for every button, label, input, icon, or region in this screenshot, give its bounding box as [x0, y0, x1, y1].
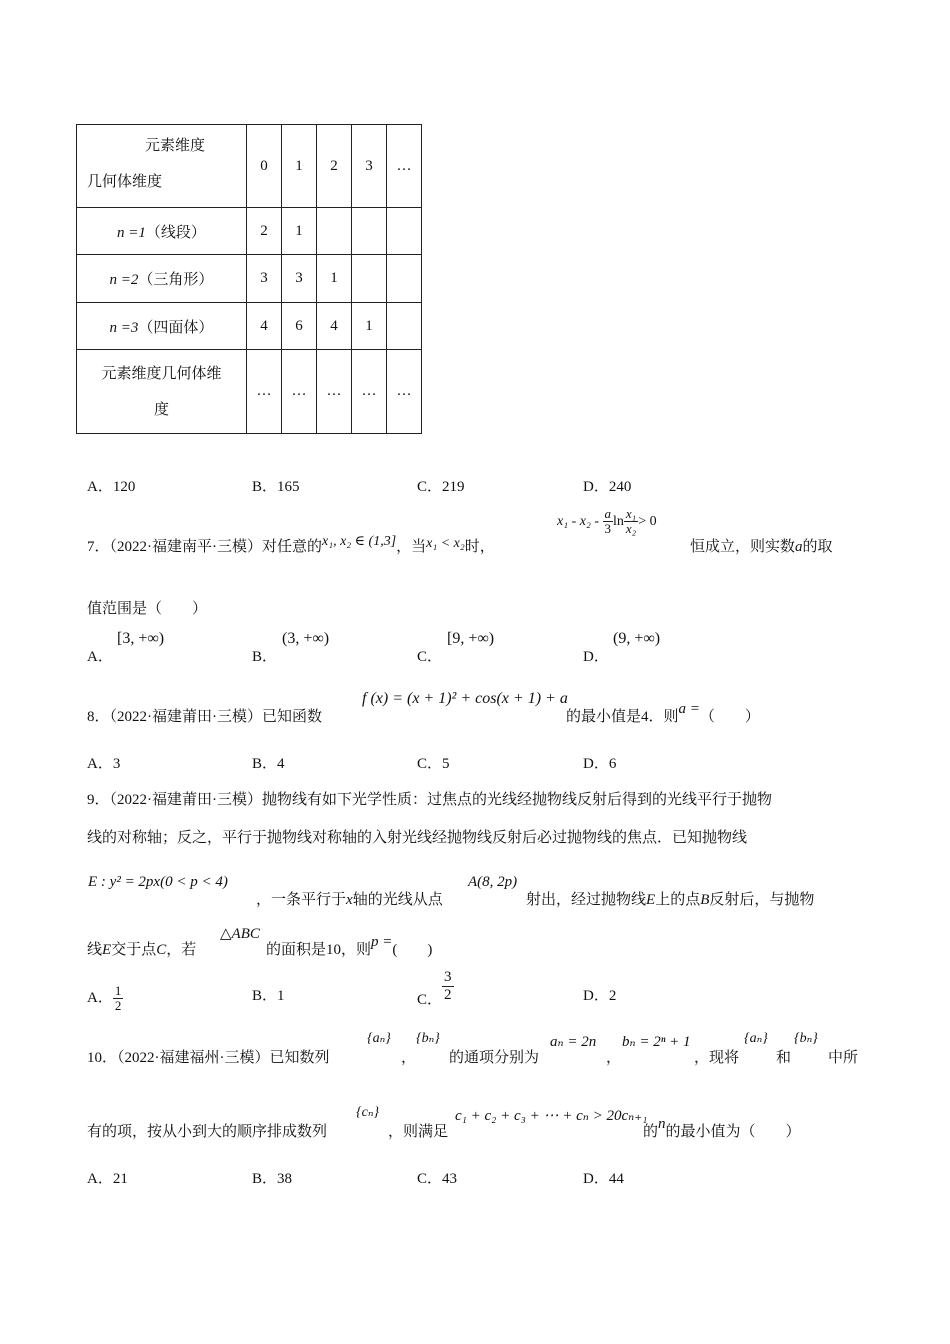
q9-curve: E : y² = 2px(0 < p < 4) [88, 874, 228, 890]
q8-suffix: 的最小值是4．则a =（ ） [566, 701, 760, 725]
q9-option-d: D．2 [583, 988, 617, 1004]
table-row [77, 208, 422, 255]
q8-option-a: A．3 [87, 756, 121, 772]
q7-inequality: x₁ - x₂ - $\frac{a}{3}$ ln $\frac{\text{x₁}}{\text{x₂}}$ > 0 [557, 506, 657, 537]
table-cell: … [387, 350, 422, 434]
q10-option-c: C．43 [417, 1171, 458, 1187]
table-row [77, 303, 422, 350]
table-cell: 2 [247, 208, 282, 255]
q7-option-b-value: (3, +∞) [282, 630, 330, 647]
q9-triangle: △ABC [220, 926, 260, 942]
table-cell: 4 [247, 303, 282, 350]
q6-option-b: B．165 [252, 479, 300, 495]
q10-mid: 的通项分别为 [449, 1050, 540, 1066]
table-cell: 1 [317, 255, 352, 303]
table-cell [352, 208, 387, 255]
table-cell: 6 [282, 303, 317, 350]
q8-prefix: 8．（2022·福建莆田·三模）已知函数 [87, 709, 322, 725]
q10-option-b: B．38 [252, 1171, 293, 1187]
q10-bn-formula: bₙ = 2ⁿ + 1 [622, 1034, 691, 1050]
table-header-cell: 3 [352, 125, 387, 208]
row-label: n =2（三角形） [77, 255, 247, 303]
q9-point: A(8, 2p) [468, 874, 518, 890]
q10-end1: 中所 [828, 1050, 859, 1066]
dimension-table [76, 124, 422, 434]
q10-bn-seq-2: {bₙ} [794, 1031, 818, 1046]
table-header-cell: … [387, 125, 422, 208]
table-row [77, 255, 422, 303]
table-cell: 4 [317, 303, 352, 350]
row-label [77, 350, 247, 434]
q9-line4-end: 的面积是10，则p =( ) [266, 934, 433, 958]
table-cell [387, 255, 422, 303]
q10-inequality: c₁ + c₂ + c₃ + ⋯ + cₙ > 20cₙ₊₁ [455, 1108, 648, 1124]
q9-line2: 线的对称轴；反之，平行于抛物线对称轴的入射光线经抛物线反射后必过抛物线的焦点．已知抛物线 [87, 830, 748, 846]
q7-line1-end: 恒成立，则实数a的取 [690, 539, 833, 555]
q9-line4: 线E交于点C，若 [87, 942, 197, 958]
q10-an-seq: {aₙ} [367, 1031, 391, 1046]
table-header-cell: 2 [317, 125, 352, 208]
table-corner-cell [77, 125, 247, 208]
row-label: n =3（四面体） [77, 303, 247, 350]
q7-line2: 值范围是（ ） [87, 601, 208, 617]
q8-formula: f (x) = (x + 1)² + cos(x + 1) + a [362, 690, 568, 707]
table-cell: … [282, 350, 317, 434]
q10-option-d: D．44 [583, 1171, 624, 1187]
table-cell: … [247, 350, 282, 434]
q7-line1: 7．（2022·福建南平·三模）对任意的x₁, x₂ ∈ (1,3]，当x₁ < x₂时， [87, 534, 495, 555]
last-row-label-line2: 度 [153, 401, 169, 418]
q10-an-formula: aₙ = 2n [550, 1034, 597, 1050]
q10-and: 和 [776, 1050, 792, 1066]
q10-cn-seq: {cₙ} [356, 1105, 380, 1120]
q9-option-b: B．1 [252, 988, 285, 1004]
q9-option-c: C． $\frac{3}{2}$ [417, 969, 452, 1009]
q7-option-c: C． [417, 649, 443, 665]
q10-line2a: 有的项，按从小到大的顺序排成数列 [87, 1124, 328, 1140]
q9-option-a: A． $\frac{1}{2}$ [87, 983, 122, 1014]
corner-top-label: 元素维度 [145, 138, 206, 154]
q10-line2b: ，则满足 [388, 1124, 449, 1140]
q10-mid2: ，现将 [694, 1050, 740, 1066]
q7-option-a: A． [87, 649, 113, 665]
q8-option-c: C．5 [417, 756, 450, 772]
q6-option-d: D．240 [583, 479, 632, 495]
q7-option-b: B． [252, 649, 278, 665]
q8-option-d: D．6 [583, 756, 617, 772]
q10-an-seq-2: {aₙ} [744, 1031, 768, 1046]
table-cell [317, 208, 352, 255]
q10-line2c: 的n的最小值为（ ） [643, 1116, 801, 1140]
corner-bottom-label: 几何体维度 [87, 174, 163, 190]
q8-option-b: B．4 [252, 756, 285, 772]
table-cell: 3 [247, 255, 282, 303]
row-label: n =1（线段） [77, 208, 247, 255]
q9-line3-end: 射出，经过抛物线E上的点B反射后，与抛物 [526, 892, 815, 908]
table-header-cell: 1 [282, 125, 317, 208]
q9-line3: ，一条平行于x轴的光线从点 [256, 892, 443, 908]
q6-option-a: A．120 [87, 479, 136, 495]
table-header-cell: 0 [247, 125, 282, 208]
table-cell: … [317, 350, 352, 434]
q7-option-d: D． [583, 649, 609, 665]
table-cell [387, 303, 422, 350]
table-cell: 1 [352, 303, 387, 350]
last-row-label-line1: 元素维度几何体维 [101, 365, 222, 382]
q10-prefix: 10．（2022·福建福州·三模）已知数列 [87, 1050, 330, 1066]
table-cell: 3 [282, 255, 317, 303]
table-cell [387, 208, 422, 255]
table-cell: 1 [282, 208, 317, 255]
q6-option-c: C．219 [417, 479, 465, 495]
q7-option-c-value: [9, +∞) [447, 630, 495, 647]
q9-line1: 9．（2022·福建莆田·三模）抛物线有如下光学性质：过焦点的光线经抛物线反射后得到的光线平行于抛物 [87, 792, 772, 808]
table-cell [352, 255, 387, 303]
q10-comma2: ， [606, 1050, 622, 1066]
q7-option-d-value: (9, +∞) [613, 630, 661, 647]
q10-option-a: A．21 [87, 1171, 128, 1187]
q7-option-a-value: [3, +∞) [117, 630, 165, 647]
q10-comma: ， [401, 1050, 417, 1066]
q10-bn-seq: {bₙ} [416, 1031, 440, 1046]
table-cell: … [352, 350, 387, 434]
table-row [77, 350, 422, 434]
